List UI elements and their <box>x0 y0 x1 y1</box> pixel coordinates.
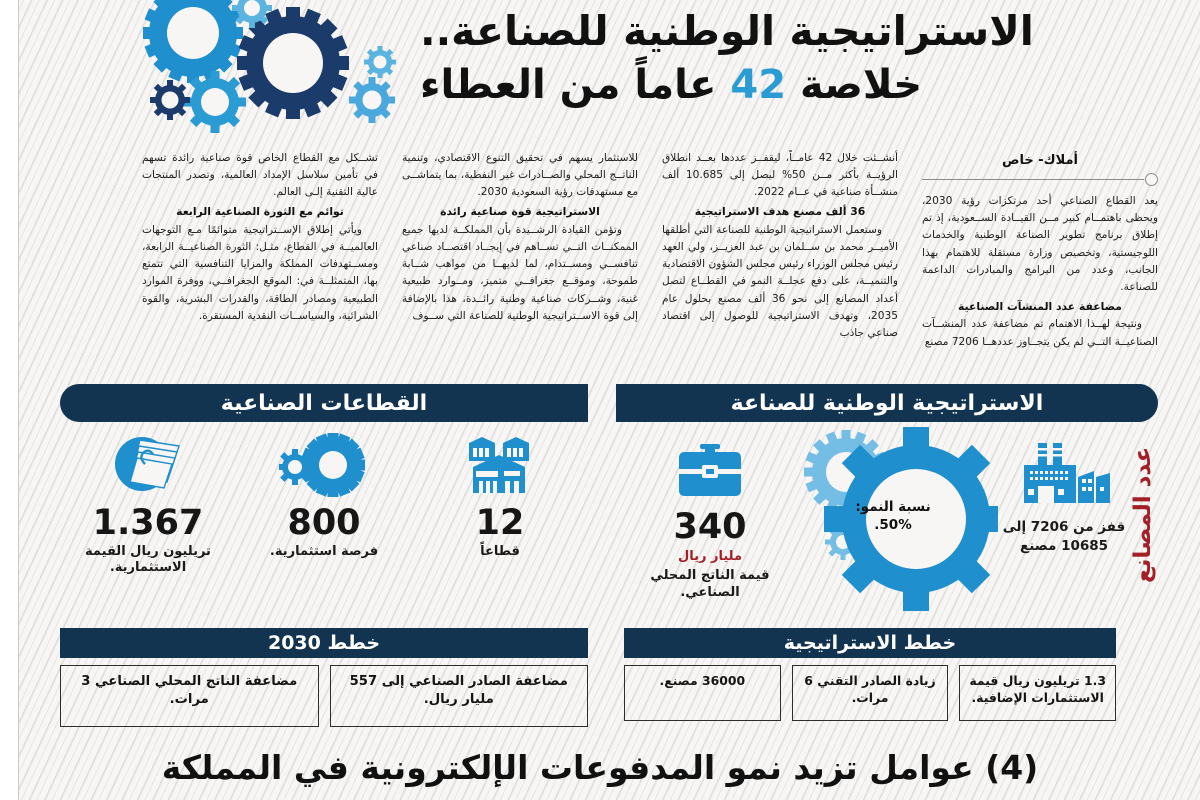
paragraph: يعد القطاع الصناعي أحد مرتكزات رؤية 2030، ويحظى باهتمــام كبير مــن القيــادة الســعودية، إذ تم إطلاق برنامج تطوير الصناعة الوطنية والخدمات اللوجيستية، وتخصيص وزارة مستقلة للاهتمام بهذا الجانب، وعدد من البرامج والمبادرات الداعمة للصناعة. <box>922 195 1158 293</box>
paragraph: ويأتي إطلاق الإســتراتيجية متوائمًا مـع التوجهات العالميــة في القطاع، مثـل: الثورة الصناعيــة الرابعة، ومســتهدفات المملكة والمزايا التنافسية التي تتمتع بها، المتمثلــة في: الموقع الجغرافــي، ووفرة الموارد الطبيعية ومصادر الطاقة، والقدرات البشرية، والقوة الشرائية، والسياســات النقدية المستقرة. <box>142 223 378 322</box>
paragraph-subhead: الاستراتيجية قوة صناعية رائدة <box>440 205 600 219</box>
byline-line <box>922 179 1144 180</box>
gear-icon <box>150 80 190 120</box>
paragraph: للاستثمار يسهم في تحقيق التنوع الاقتصادي، وتنمية الناتــج المحلي والصــادرات غير النفطية، بما يتماشــى مع مستهدفات رؤية السعودية 2030. <box>402 152 638 199</box>
plans-2030 <box>60 628 588 732</box>
factories-count-vertical-label: عدد المصانع <box>1130 446 1156 584</box>
article-columns <box>0 150 1200 375</box>
title-part-before: خلاصة <box>786 61 923 108</box>
paragraph: وتؤمن القيادة الرشــيدة بأن المملكــة لديها جميع الممكنــات التــي تســاهم في إيجــاد اقتصــاد صناعي تنافســي ومســتدام، لما لديهــا من مواهب شــابة طموحة، وموقــع جغرافــي متميز، ومــوارد طبيعية غنية، وشــركات صناعية وطنية رائــدة، هذا بالإضافة إلى قوة الاســتراتيجية الوطنية للصناعة التي ســوف <box>402 223 638 322</box>
plans-strategy <box>624 628 1116 732</box>
strategy-panel <box>616 424 1158 620</box>
article-column-2 <box>390 150 650 375</box>
gear-icon <box>184 71 246 133</box>
banner-sectors: القطاعات الصناعية <box>60 384 588 422</box>
factory-stat <box>998 424 1130 556</box>
sectors-panel <box>60 424 588 620</box>
paragraph: ونتيجة لهــذا الاهتمام تم مضاعفة عدد المنشــآت الصناعيــة التــي لم يكن يتجــاوز عددهــا 7206 مصنع <box>922 318 1158 348</box>
money-fan-icon <box>60 430 236 502</box>
sector-number: 12 <box>475 503 525 543</box>
sector-label: تريليون ريال القيمة الاستثمارية. <box>85 544 211 576</box>
paragraph-subhead: مضاعفة عدد المنشآت الصناعية <box>958 299 1122 313</box>
paragraph-subhead: توائم مع الثورة الصناعية الرابعة <box>176 205 344 219</box>
title-line-1: الاستراتيجية الوطنية للصناعة.. <box>420 7 1034 55</box>
plan-box: 1.3 تريليون ريال قيمة الاستثمارات الإضافية. <box>959 665 1116 721</box>
gear-icon <box>143 0 243 83</box>
factory-growth-text: قفز من 7206 إلى 10685 مصنع <box>1002 519 1126 554</box>
title-part-after: عاماً من العطاء <box>420 61 731 108</box>
article-column-1 <box>130 150 390 375</box>
plan-box: مضاعفة الناتج المحلي الصناعي 3 مرات. <box>60 665 319 727</box>
sector-stat-investment-value <box>60 424 236 577</box>
header <box>0 0 1200 150</box>
page-title <box>420 4 1160 113</box>
sector-number: 800 <box>287 503 361 543</box>
sector-label: فرصة استثمارية. <box>269 544 379 559</box>
gear-icon <box>349 77 395 123</box>
plan-box: زيادة الصادر التقني 6 مرات. <box>792 665 949 721</box>
gdp-label: قيمة الناتج المحلي الصناعي. <box>650 568 770 600</box>
title-highlight-number: 42 <box>730 61 787 108</box>
footer-headline: (4) عوامل تزيد نمو المدفوعات الإلكترونية في المملكة <box>161 748 1039 787</box>
factory-icon <box>998 438 1130 510</box>
byline-source: أملاك- خاص <box>1002 153 1078 168</box>
gdp-stat <box>636 424 784 601</box>
sector-label: قطاعاً <box>480 544 520 559</box>
gdp-number: 340 <box>673 507 747 547</box>
briefcase-icon <box>636 434 784 506</box>
growth-rate-text <box>788 498 998 534</box>
growth-gear-graphic <box>788 424 998 614</box>
plans-strategy-header: خطط الاستراتيجية <box>624 628 1116 658</box>
paragraph: أنشــئت خلال 42 عامــاً، ليقفــز عددها بعــد انطلاق الرؤيــة بأكثر مــن 50% ليصل إلى 10.685 ألف منشــأة صناعية في عــام 2022. <box>662 152 898 199</box>
paragraph: تشــكل مع القطاع الخاص قوة صناعية رائدة تسهم في تأمين سلاسل الإمداد العالمية، وتصدر المنتجات عالية التقنية إلـى العالم. <box>142 152 378 199</box>
page-edge-rule <box>18 0 19 800</box>
growth-label: نسبة النمو: <box>855 499 931 515</box>
paragraph-subhead: 36 ألف مصنع هدف الاستراتيجية <box>694 205 866 219</box>
banner-strategy: الاستراتيجية الوطنية للصناعة <box>616 384 1158 422</box>
sector-stat-buildings <box>412 424 588 560</box>
plan-box: 36000 مصنع. <box>624 665 781 721</box>
paragraph: وستعمل الاستراتيجية الوطنية للصناعة التي أطلقها الأميــر محمد بن ســلمان بن عبد العزيــز، ولي العهد رئيس مجلس الوزراء رئيس مجلس الشؤون الاقتصادية والتنميــة، على دفع عجلــة النمو في القطــاع لتصل أعداد المصانع إلى نحو 36 ألف مصنع بحلول عام 2035، وتهدف الاستراتيجية للوصول إلى اقتصاد صناعي جاذب <box>662 223 898 339</box>
page-edge-strip <box>0 0 18 800</box>
sector-stat-opportunities <box>236 424 412 560</box>
buildings-icon <box>412 430 588 502</box>
gears-icon <box>236 430 412 502</box>
gear-cluster-decoration <box>110 0 440 140</box>
plan-box: مضاعفة الصادر الصناعي إلى 557 مليار ريال. <box>330 665 589 727</box>
byline-rule <box>922 173 1158 187</box>
article-column-4 <box>910 150 1170 375</box>
plans-2030-header: خطط 2030 <box>60 628 588 658</box>
article-column-3 <box>650 150 910 375</box>
growth-value: 50%. <box>874 517 912 534</box>
gear-icon <box>364 46 396 78</box>
gdp-unit: مليار ريال <box>677 549 743 564</box>
sector-number: 1.367 <box>92 503 204 543</box>
byline-circle-icon <box>1145 173 1158 186</box>
title-line-2 <box>420 59 1160 113</box>
